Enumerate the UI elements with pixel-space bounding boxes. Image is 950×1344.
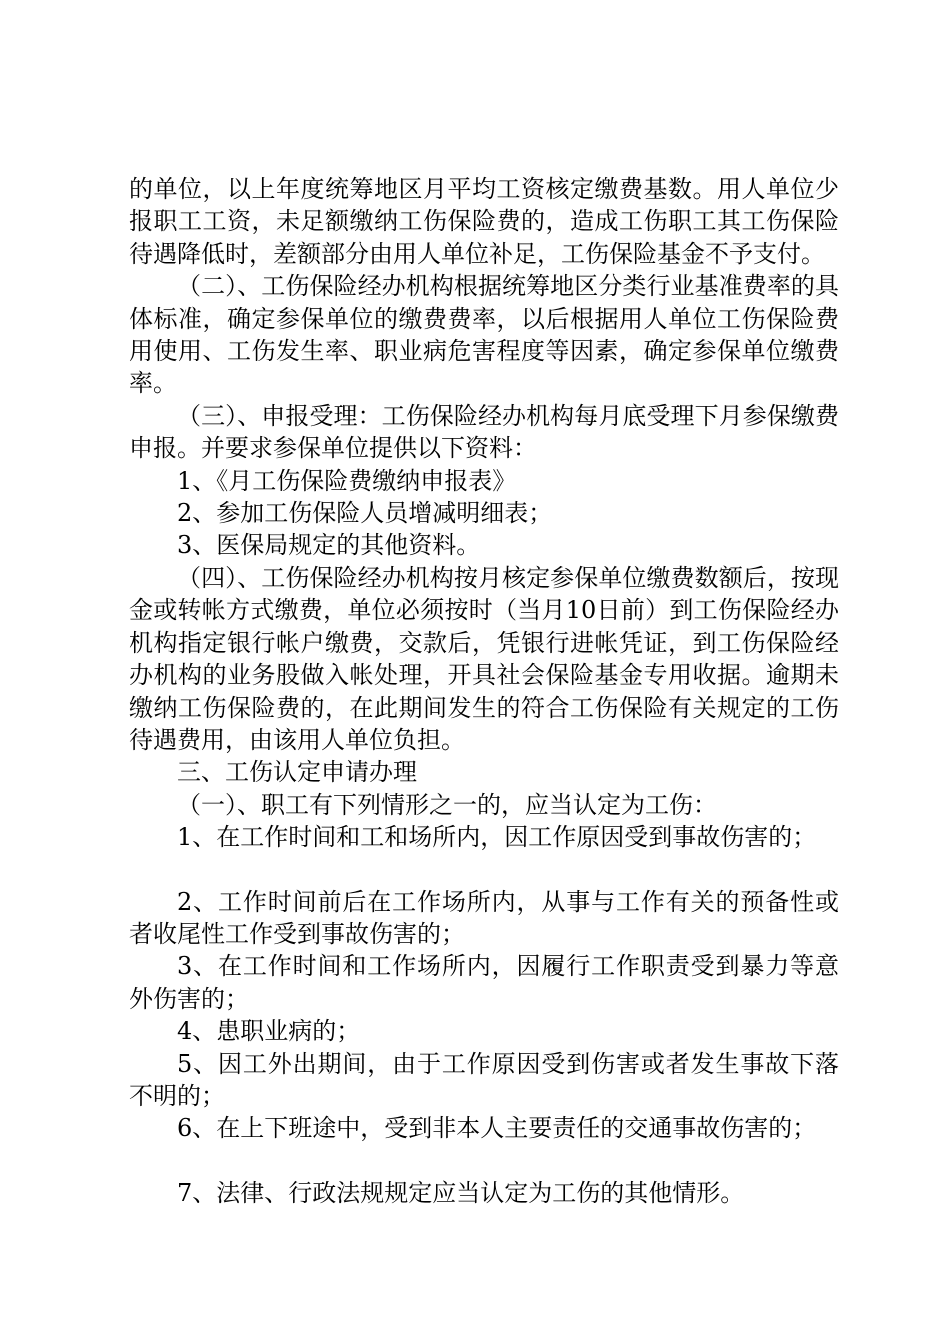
paragraph-declaration: （三）、申报受理：工伤保险经办机构每月底受理下月参保缴费申报。并要求参保单位提供以下资料： xyxy=(129,401,839,463)
list-item-condition-1: 1、在工作时间和工和场所内，因工作原因受到事故伤害的； xyxy=(177,823,817,852)
paragraph-rate-standard: （二）、工伤保险经办机构根据统筹地区分类行业基准费率的具体标准，确定参保单位的缴费费率，以后根据用人单位工伤保险费用使用、工伤发生率、职业病危害程度等因素，确定参保单位缴费率。 xyxy=(129,272,839,398)
list-item-condition-2: 2、工作时间前后在工作场所内，从事与工作有关的预备性或者收尾性工作受到事故伤害的； xyxy=(129,887,839,948)
list-item-personnel-changes: 2、参加工伤保险人员增减明细表； xyxy=(177,499,553,528)
list-item-condition-7: 7、法律、行政法规规定应当认定为工伤的其他情形。 xyxy=(177,1178,745,1207)
list-item-condition-6: 6、在上下班途中，受到非本人主要责任的交通事故伤害的； xyxy=(177,1114,817,1143)
list-item-other-materials: 3、医保局规定的其他资料。 xyxy=(177,531,481,560)
list-item-condition-3: 3、在工作时间和工作场所内，因履行工作职责受到暴力等意外伤害的； xyxy=(129,952,839,1013)
list-item-declaration-form: 1、《月工伤保险费缴纳申报表》 xyxy=(177,466,517,495)
paragraph-injury-conditions: （一）、职工有下列情形之一的，应当认定为工伤： xyxy=(177,790,717,819)
list-item-condition-4: 4、患职业病的； xyxy=(177,1017,361,1046)
paragraph-payment: （四）、工伤保险经办机构按月核定参保单位缴费数额后，按现金或转帐方式缴费，单位必须按时（当月10日前）到工伤保险经办机构指定银行帐户缴费，交款后，凭银行进帐凭证，到工伤保险经办机构的业务股做入帐处理，开具社会保险基金专用收据。逾期未缴纳工伤保险费的，在此期间发生的符合工伤保险有关规定的工伤待遇费用，由该用人单位负担。 xyxy=(129,563,839,754)
document-body xyxy=(129,173,839,1209)
section-heading-injury-recognition: 三、工伤认定申请办理 xyxy=(177,758,417,787)
paragraph-wage-base: 的单位，以上年度统筹地区月平均工资核定缴费基数。用人单位少报职工工资，未足额缴纳工伤保险费的，造成工伤职工其工伤保险待遇降低时，差额部分由用人单位补足，工伤保险基金不予支付。 xyxy=(129,175,839,268)
list-item-condition-5: 5、因工外出期间，由于工作原因受到伤害或者发生事故下落不明的； xyxy=(129,1049,839,1110)
